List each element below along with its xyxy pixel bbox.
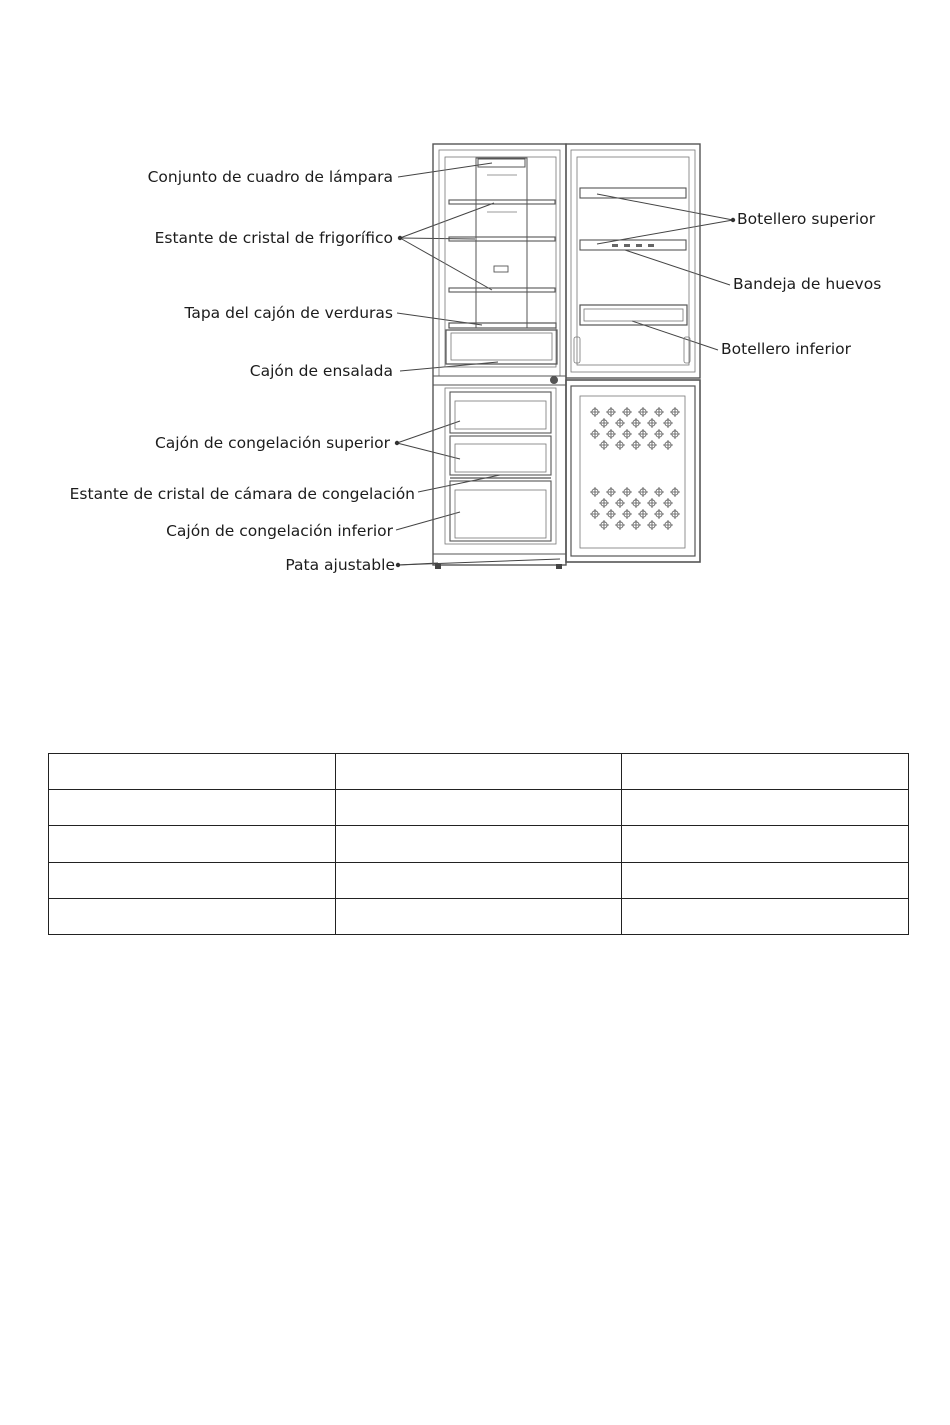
table-cell (49, 790, 336, 826)
table-row (49, 826, 909, 862)
table-cell (335, 790, 622, 826)
table-row (49, 862, 909, 898)
label-fridge-glass-shelf: Estante de cristal de frigorífico (154, 229, 393, 247)
table-cell (622, 898, 909, 934)
label-lower-freezer-drawer: Cajón de congelación inferior (166, 522, 393, 540)
table-cell (49, 754, 336, 790)
fridge-cabinet (433, 144, 566, 569)
table-cell (335, 754, 622, 790)
label-salad-drawer: Cajón de ensalada (249, 362, 393, 380)
table-cell (622, 754, 909, 790)
label-crisper-cover: Tapa del cajón de verduras (184, 304, 393, 322)
label-freezer-glass-shelf: Estante de cristal de cámara de congelación (69, 485, 415, 503)
label-adjustable-foot: Pata ajustable (285, 556, 395, 574)
table-cell (49, 862, 336, 898)
fridge-parts-diagram (0, 0, 950, 700)
table-cell (622, 862, 909, 898)
label-upper-bottle-rack: Botellero superior (737, 210, 876, 228)
table-cell (49, 826, 336, 862)
table-cell (622, 790, 909, 826)
table-cell (49, 898, 336, 934)
table-row (49, 898, 909, 934)
table-row (49, 754, 909, 790)
freezer-door (566, 380, 700, 562)
table-row (49, 790, 909, 826)
table-cell (335, 826, 622, 862)
label-lower-bottle-rack: Botellero inferior (721, 340, 851, 358)
fridge-door (566, 144, 700, 378)
label-egg-tray: Bandeja de huevos (733, 275, 882, 293)
label-lamp-box: Conjunto de cuadro de lámpara (147, 168, 393, 186)
spec-table (48, 753, 909, 935)
table-cell (335, 898, 622, 934)
label-upper-freezer-drawer: Cajón de congelación superior (154, 434, 390, 452)
freezer-door-pattern (590, 407, 680, 530)
table-cell (335, 862, 622, 898)
table-cell (622, 826, 909, 862)
